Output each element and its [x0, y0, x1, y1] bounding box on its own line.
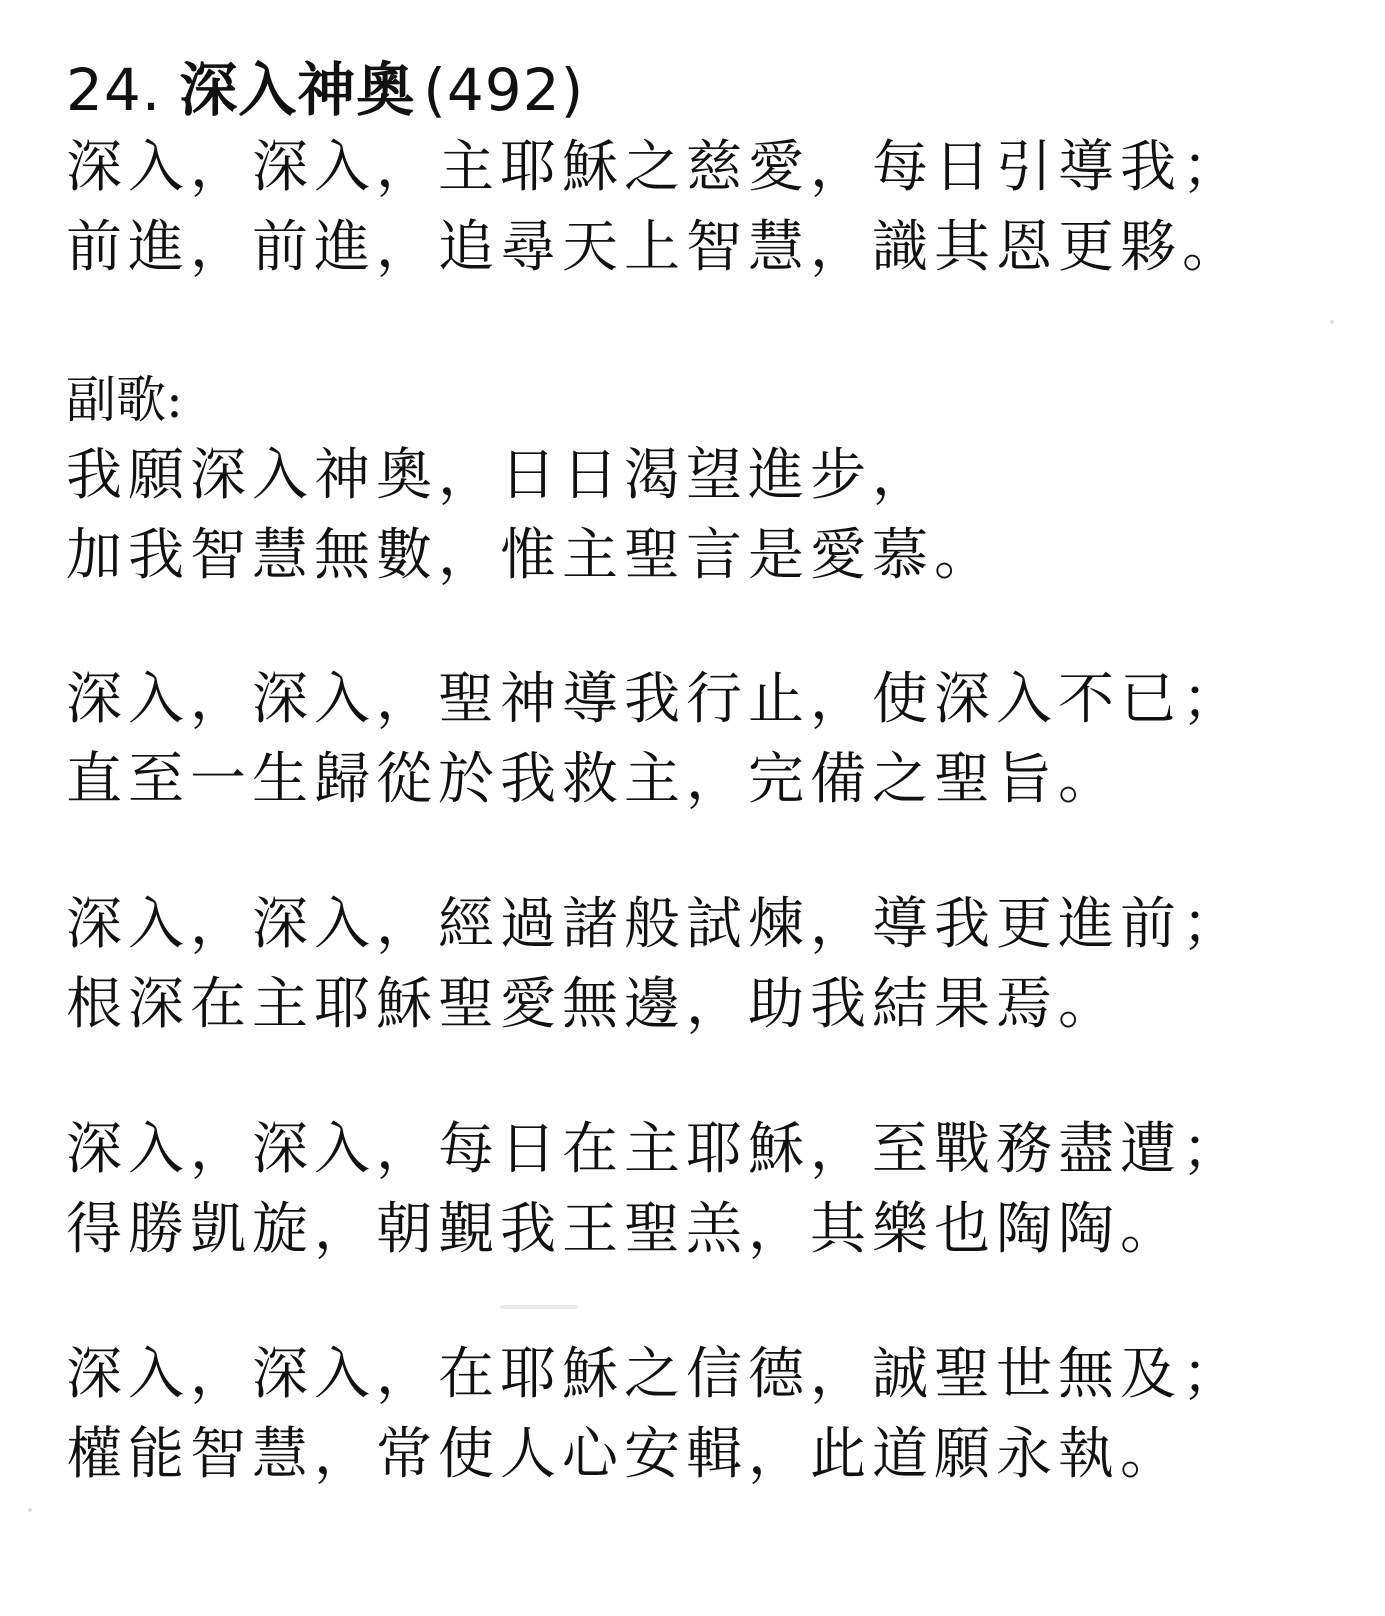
verse5-line2: 權能智慧，常使人心安輯，此道願永執。	[66, 1422, 1182, 1487]
verse2-line1: 深入，深入，聖神導我行止，使深入不已；	[66, 667, 1244, 732]
hymn-number: 24.	[66, 56, 162, 124]
verse5-line1: 深入，深入，在耶穌之信德，誠聖世無及；	[66, 1342, 1244, 1407]
chorus-line1: 我願深入神奧，日日渴望進步，	[66, 443, 934, 508]
verse3-line2: 根深在主耶穌聖愛無邊，助我結果焉。	[66, 972, 1120, 1037]
hymn-title: 深入神奧	[179, 56, 416, 124]
verse4-line2: 得勝凱旋，朝覲我王聖羔，其樂也陶陶。	[66, 1197, 1182, 1262]
verse1-line2: 前進，前進，追尋天上智慧，識其恩更夥。	[66, 215, 1244, 280]
scan-smudge	[500, 1305, 578, 1309]
verse1-line1: 深入，深入，主耶穌之慈愛，每日引導我；	[66, 135, 1244, 200]
scan-speck	[28, 1508, 32, 1512]
hymn-reference: (492)	[423, 56, 585, 124]
chorus-label: 副歌:	[66, 371, 183, 429]
verse3-line1: 深入，深入，經過諸般試煉，導我更進前；	[66, 892, 1244, 957]
verse4-line1: 深入，深入，每日在主耶穌，至戰務盡遭；	[66, 1117, 1244, 1182]
verse2-line2: 直至一生歸從於我救主，完備之聖旨。	[66, 747, 1120, 812]
scan-speck	[1330, 320, 1334, 324]
chorus-line2: 加我智慧無數，惟主聖言是愛慕。	[66, 523, 996, 588]
hymn-heading	[66, 50, 584, 130]
